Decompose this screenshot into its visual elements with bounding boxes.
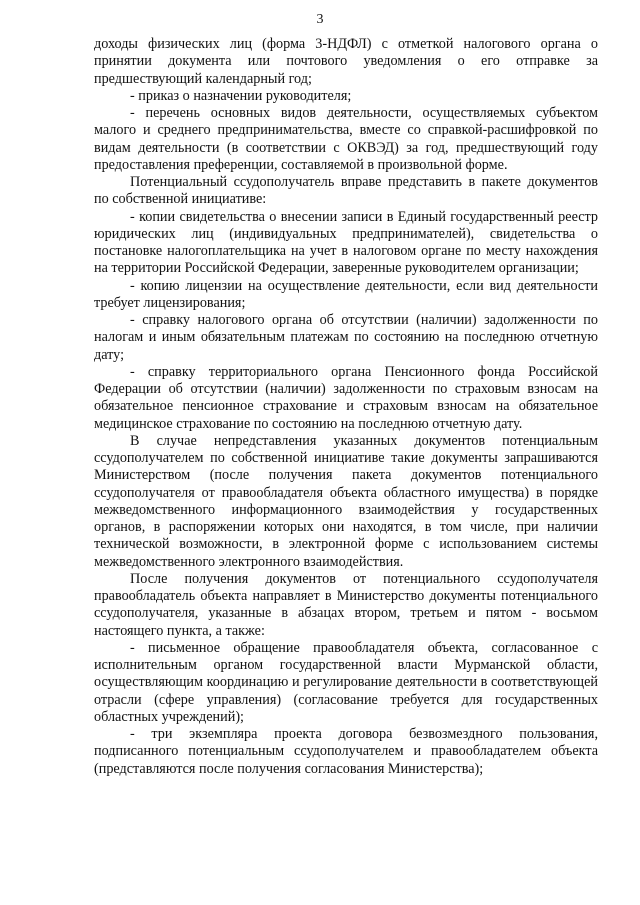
list-item-license-copy: - копию лицензии на осуществление деятельности, если вид деятельности требует лицензирования; bbox=[94, 277, 598, 311]
paragraph-interagency-request: В случае непредставления указанных документов потенциальным ссудополучателем по собственной инициативе такие документы запрашиваются Министерством (после получения пакета документов потенциального ссудополучателя от правообладателя объекта областного имущества) в порядке межведомственного информационного взаимодействия у государственных органов, в распоряжении которых они находятся, в том числе, при наличии технической возможности, в электронной форме с использованием системы межведомственного электронного взаимодействия. bbox=[94, 432, 598, 570]
list-item-tax-certificate: - справку налогового органа об отсутствии (наличии) задолженности по налогам и иным обязательным платежам по состоянию на последнюю отчетную дату; bbox=[94, 312, 598, 363]
list-item-written-appeal: - письменное обращение правообладателя объекта, согласованное с исполнительным органом государственной власти Мурманской области, осуществляющим координацию и регулирование деятельности в соответствующей отрасли (сфере управления) (согласование требуется для государственных областных учреждений); bbox=[94, 639, 598, 725]
list-item-pension-fund-certificate: - справку территориального органа Пенсионного фонда Российской Федерации об отсутствии (наличии) задолженности по страховым взносам на обязательное пенсионное страхование и страховым взносам на обязательное медицинское страхование по состоянию на последнюю отчетную дату. bbox=[94, 363, 598, 432]
list-item-activities-list: - перечень основных видов деятельности, осуществляемых субъектом малого и среднего предпринимательства, вместе со справкой-расшифровкой по видам деятельности (в соответствии с ОКВЭД) за год, предшествующий году предоставления преференции, составляемой в произвольной форме. bbox=[94, 105, 598, 173]
paragraph-income-declaration: доходы физических лиц (форма 3-НДФЛ) с отметкой налогового органа о принятии документа или почтового уведомления о его отправке за предшествующий календарный год; bbox=[94, 36, 598, 87]
paragraph-optional-documents: Потенциальный ссудополучатель вправе представить в пакете документов по собственной инициативе: bbox=[94, 174, 598, 208]
list-item-registry-certificates: - копии свидетельства о внесении записи в Единый государственный реестр юридических лиц (индивидуальных предпринимателей), свидетельства о постановке налогоплательщика на учет в налоговом органе по месту нахождения на территории Российской Федерации, заверенные руководителем организации; bbox=[94, 208, 598, 277]
list-item-order-appointment: - приказ о назначении руководителя; bbox=[130, 87, 352, 104]
paragraph-owner-submission: После получения документов от потенциального ссудополучателя правообладатель объекта направляет в Министерство документы потенциального ссудополучателя, указанные в абзацах втором, третьем и пятом - восьмом настоящего пункта, а также: bbox=[94, 570, 598, 639]
document-body bbox=[94, 36, 598, 778]
page-number: 3 bbox=[316, 12, 324, 27]
list-item-contract-draft: - три экземпляра проекта договора безвозмездного пользования, подписанного потенциальным ссудополучателем и правообладателем объекта (представляются после получения согласования Министерства); bbox=[94, 726, 598, 777]
